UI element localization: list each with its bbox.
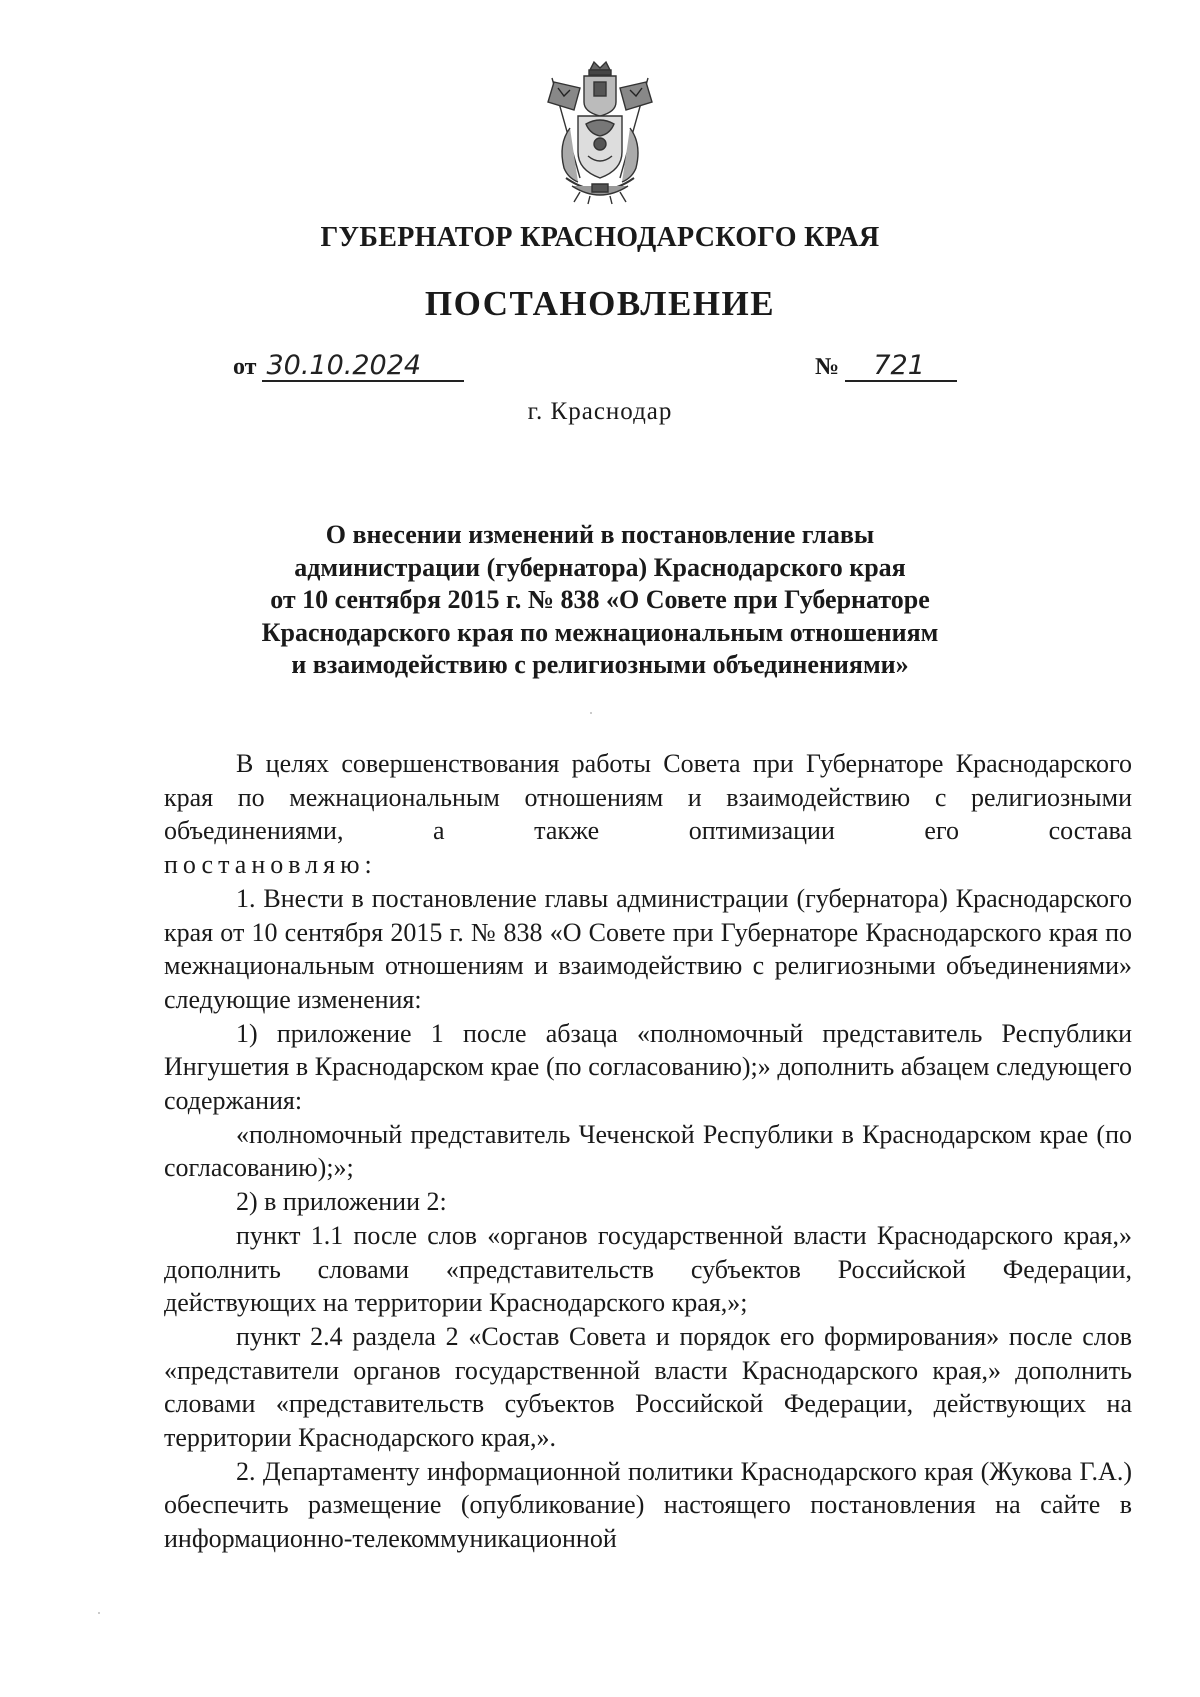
decree-word-text: постановляю: bbox=[164, 850, 377, 880]
item-1-2-b-paragraph: пункт 2.4 раздела 2 «Состав Совета и порядок его формирования» после слов «представители органов государственной власти Краснодарского края,» дополнить словами «представительств субъектов Российской Федерации, действующих на территории Краснодарского края,». bbox=[164, 1321, 1132, 1453]
subject-line: администрации (губернатора) Краснодарского края bbox=[294, 552, 906, 582]
city: г. Краснодар bbox=[527, 398, 673, 425]
decree-word bbox=[164, 848, 1132, 882]
item-1-2-paragraph: 2) в приложении 2: bbox=[236, 1187, 447, 1217]
item-1-paragraph: 1. Внести в постановление главы администрации (губернатора) Краснодарского края от 10 сентября 2015 г. № 838 «О Совете при Губернаторе Краснодарского края по межнациональным отношениям и взаимодействию с религиозными объединениями» следующие изменения: bbox=[164, 883, 1132, 1014]
number-line bbox=[815, 352, 957, 382]
item-1-1-paragraph: 1) приложение 1 после абзаца «полномочный представитель Республики Ингушетия в Краснодарском крае (по согласованию);» дополнить абзацем следующего содержания: bbox=[164, 1018, 1132, 1116]
scan-speck bbox=[98, 1612, 100, 1614]
date-line bbox=[233, 352, 464, 382]
subject-line: О внесении изменений в постановление главы bbox=[325, 520, 875, 549]
document-body bbox=[164, 747, 1132, 1556]
handwritten-number: 721 bbox=[845, 352, 957, 382]
document-subject bbox=[230, 519, 970, 682]
item-1-2-a-paragraph: пункт 1.1 после слов «органов государственной власти Краснодарского края,» дополнить словами «представительств субъектов Российской Федерации, действующих на территории Краснодарского края,»; bbox=[164, 1220, 1132, 1318]
issuing-authority: ГУБЕРНАТОР КРАСНОДАРСКОГО КРАЯ bbox=[320, 222, 880, 253]
preamble-paragraph: В целях совершенствования работы Совета при Губернаторе Краснодарского края по межнациональным отношениям и взаимодействию с религиозными объединениями, а также оптимизации его состава bbox=[164, 749, 1132, 846]
coat-of-arms-emblem bbox=[540, 58, 660, 206]
date-prefix: от bbox=[233, 354, 257, 380]
scan-speck bbox=[590, 712, 592, 714]
item-1-1-quote-paragraph: «полномочный представитель Чеченской Республики в Краснодарском крае (по согласованию);»; bbox=[164, 1119, 1132, 1183]
subject-line: и взаимодействию с религиозными объединениями» bbox=[291, 650, 909, 679]
document-type-title: ПОСТАНОВЛЕНИЕ bbox=[424, 284, 776, 323]
subject-line: от 10 сентября 2015 г. № 838 «О Совете при Губернаторе bbox=[270, 585, 930, 614]
subject-line: Краснодарского края по межнациональным отношениям bbox=[261, 617, 939, 647]
item-2-paragraph: 2. Департаменту информационной политики Краснодарского края (Жукова Г.А.) обеспечить размещение (опубликование) настоящего постановления на сайте в информационно-телекоммуникационной bbox=[164, 1456, 1132, 1554]
number-prefix: № bbox=[815, 354, 840, 380]
handwritten-date: 30.10.2024 bbox=[262, 352, 464, 382]
